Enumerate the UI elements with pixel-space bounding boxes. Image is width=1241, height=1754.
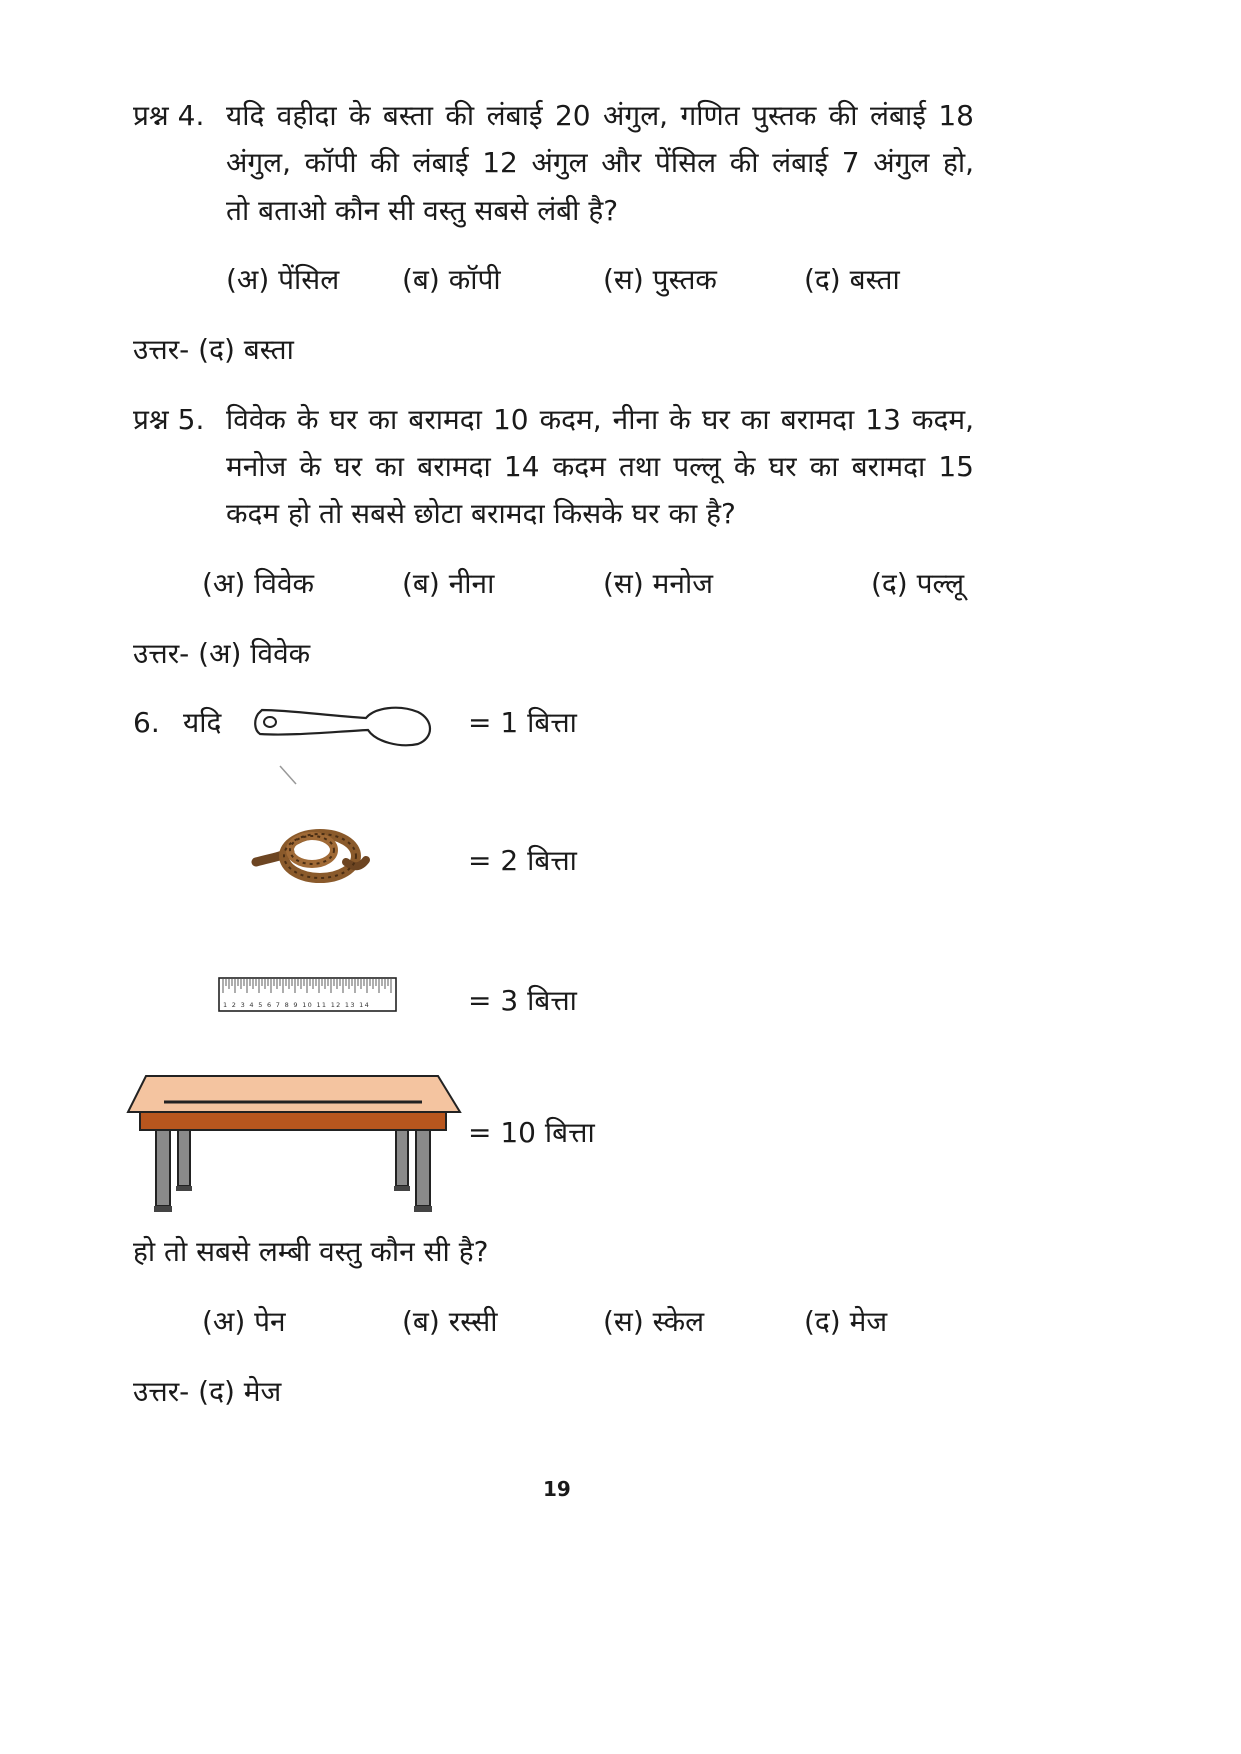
q5-answer: उत्तर- (अ) विवेक	[133, 637, 311, 670]
ruler-icon	[218, 977, 398, 1013]
q5-prefix: प्रश्न 5.	[133, 403, 205, 436]
q4-line-3: तो बताओ कौन सी वस्तु सबसे लंबी है?	[226, 194, 619, 227]
q5-option-b: (ब) नीना	[402, 567, 495, 600]
q6-answer: उत्तर- (द) मेज	[133, 1375, 282, 1408]
rope-equation: = 2 बित्ता	[468, 844, 577, 877]
table-icon	[126, 1072, 462, 1220]
q4-option-d: (द) बस्ता	[804, 263, 900, 296]
ruler-equation: = 3 बित्ता	[468, 984, 577, 1017]
q5-option-d: (द) पल्लू	[871, 567, 965, 600]
q5-line-2: मनोज के घर का बरामदा 14 कदम तथा पल्लू के घर का बरामदा 15	[226, 450, 974, 483]
q4-option-b: (ब) कॉपी	[402, 263, 501, 296]
q5-option-c: (स) मनोज	[603, 567, 713, 600]
q4-option-c: (स) पुस्तक	[603, 263, 717, 296]
q6-if-word: यदि	[183, 706, 222, 739]
q4-line-2: अंगुल, कॉपी की लंबाई 12 अंगुल और पेंसिल की लंबाई 7 अंगुल हो,	[226, 146, 974, 179]
spoon-equation: = 1 बित्ता	[468, 706, 577, 739]
q6-question: हो तो सबसे लम्बी वस्तु कौन सी है?	[133, 1235, 489, 1268]
q5-line-1: विवेक के घर का बरामदा 10 कदम, नीना के घर का बरामदा 13 कदम,	[226, 403, 974, 436]
q6-option-a: (अ) पेन	[202, 1305, 286, 1338]
q4-line-1: यदि वहीदा के बस्ता की लंबाई 20 अंगुल, गणित पुस्तक की लंबाई 18	[226, 99, 974, 132]
q4-option-a: (अ) पेंसिल	[226, 263, 340, 296]
q5-option-a: (अ) विवेक	[202, 567, 315, 600]
q5-line-3: कदम हो तो सबसे छोटा बरामदा किसके घर का है?	[226, 497, 736, 530]
q6-number: 6.	[133, 706, 160, 739]
q6-option-b: (ब) रस्सी	[402, 1305, 498, 1338]
q4-prefix: प्रश्न 4.	[133, 99, 205, 132]
table-equation: = 10 बित्ता	[468, 1116, 595, 1149]
spoon-icon	[250, 700, 435, 792]
q4-answer: उत्तर- (द) बस्ता	[133, 333, 294, 366]
page-number: 19	[543, 1477, 571, 1501]
ruler-digits: 1 2 3 4 5 6 7 8 9 10 11 12 13 14	[223, 1001, 371, 1009]
rope-icon	[250, 822, 372, 886]
q6-option-c: (स) स्केल	[603, 1305, 705, 1338]
q6-option-d: (द) मेज	[804, 1305, 888, 1338]
